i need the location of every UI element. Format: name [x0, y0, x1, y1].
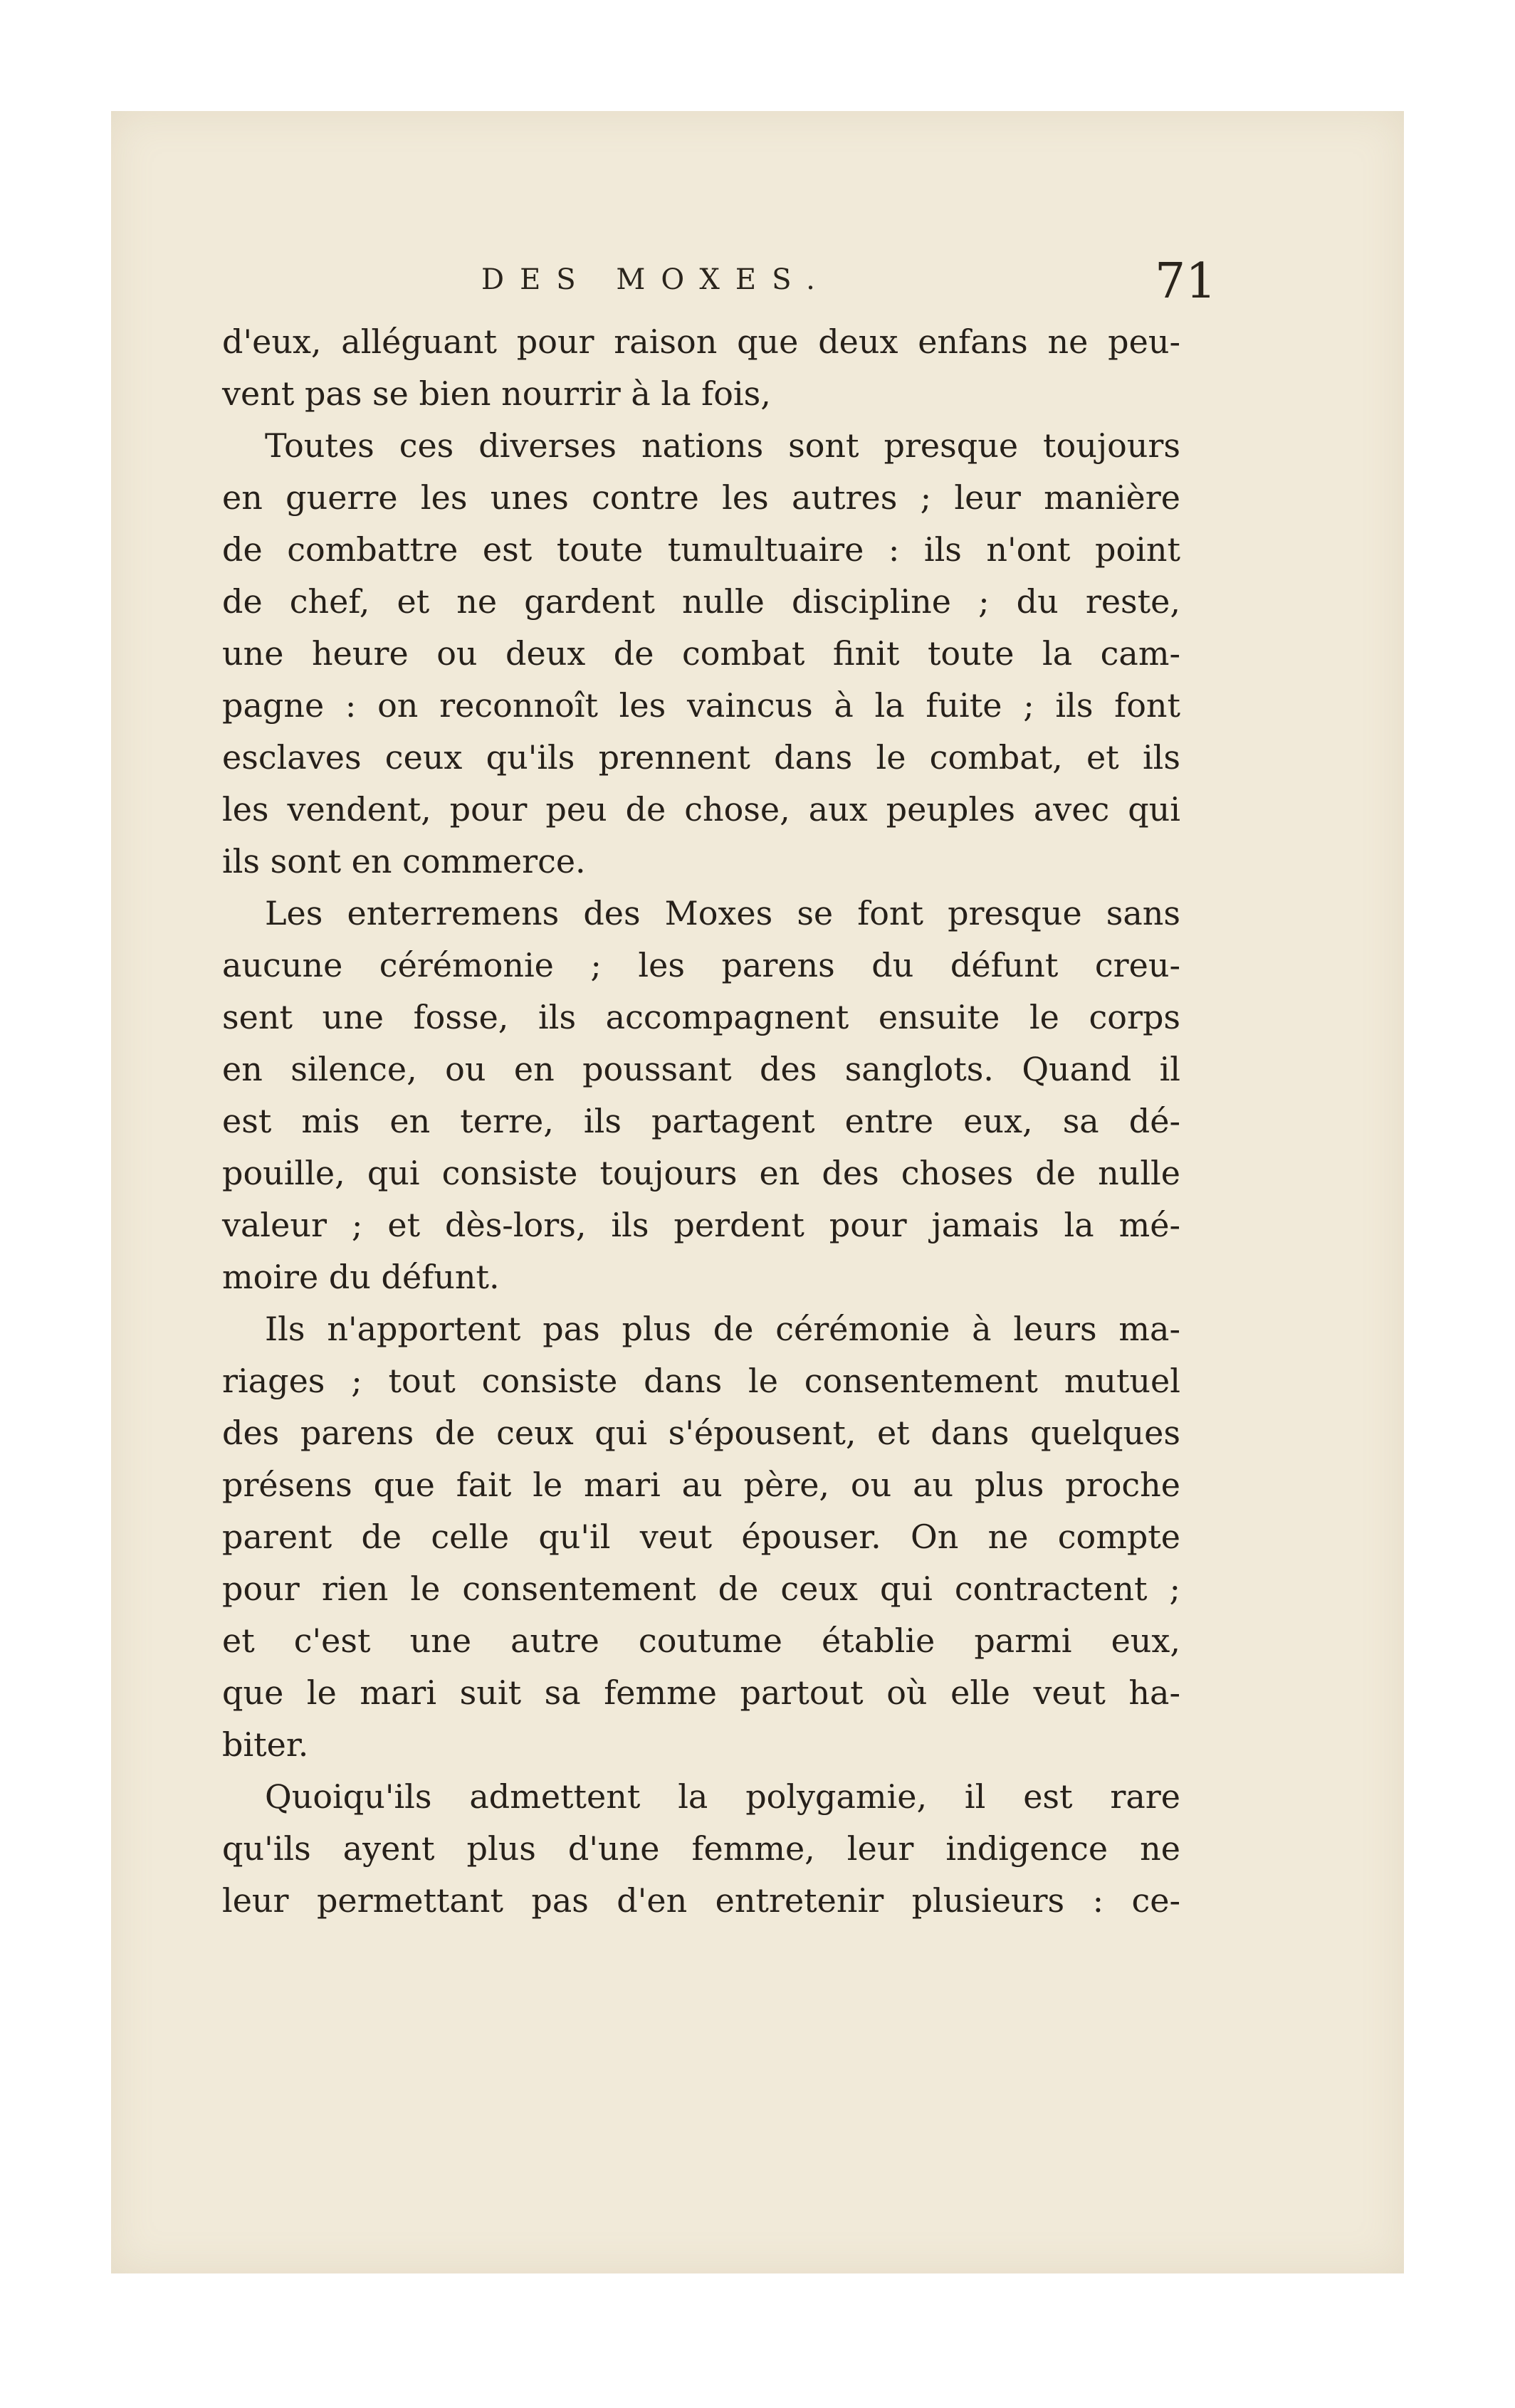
text-line: vent pas se bien nourrir à la fois,: [222, 374, 771, 413]
text-line: que le mari suit sa femme partout où elle veut ha-: [222, 1673, 1180, 1712]
body-text: [222, 316, 1180, 1927]
page-number: 71: [1155, 253, 1217, 310]
book-page: [111, 111, 1404, 2273]
text-line: leur permettant pas d'en entretenir plusieurs : ce-: [222, 1881, 1180, 1920]
running-head: [111, 253, 1404, 310]
text-line: en silence, ou en poussant des sanglots. Quand il: [222, 1050, 1180, 1088]
text-line: pour rien le consentement de ceux qui contractent ;: [222, 1570, 1180, 1608]
text-line: présens que fait le mari au père, ou au plus proche: [222, 1466, 1180, 1504]
text-line: les vendent, pour peu de chose, aux peuples avec qui: [222, 790, 1180, 829]
text-line: et c'est une autre coutume établie parmi eux,: [222, 1621, 1180, 1660]
running-title: DES MOXES.: [481, 263, 831, 296]
text-line: aucune cérémonie ; les parens du défunt creu-: [222, 946, 1180, 984]
text-line: ils sont en commerce.: [222, 842, 586, 880]
text-line: qu'ils ayent plus d'une femme, leur indigence ne: [222, 1829, 1180, 1868]
paragraph-first-line: Quoiqu'ils admettent la polygamie, il est rare: [265, 1777, 1180, 1816]
text-line: une heure ou deux de combat finit toute la cam-: [222, 634, 1180, 673]
text-line: sent une fosse, ils accompagnent ensuite le corps: [222, 998, 1180, 1036]
text-line: pouille, qui consiste toujours en des choses de nulle: [222, 1154, 1180, 1192]
text-line: de chef, et ne gardent nulle discipline ; du reste,: [222, 582, 1180, 621]
text-line: est mis en terre, ils partagent entre eux, sa dé-: [222, 1102, 1180, 1140]
paragraph-first-line: Toutes ces diverses nations sont presque toujours: [265, 426, 1180, 465]
text-line: pagne : on reconnoît les vaincus à la fuite ; ils font: [222, 686, 1180, 725]
text-line: valeur ; et dès-lors, ils perdent pour jamais la mé-: [222, 1206, 1180, 1244]
text-line: de combattre est toute tumultuaire : ils n'ont point: [222, 530, 1180, 569]
text-line: parent de celle qu'il veut épouser. On ne compte: [222, 1518, 1180, 1556]
text-line: des parens de ceux qui s'épousent, et dans quelques: [222, 1414, 1180, 1452]
paragraph-first-line: Les enterremens des Moxes se font presque sans: [265, 894, 1180, 932]
text-line: esclaves ceux qu'ils prennent dans le combat, et ils: [222, 738, 1180, 777]
paragraph-first-line: Ils n'apportent pas plus de cérémonie à leurs ma-: [265, 1310, 1180, 1348]
text-line: moire du défunt.: [222, 1258, 500, 1296]
text-line: biter.: [222, 1725, 309, 1764]
text-line: d'eux, alléguant pour raison que deux enfans ne peu-: [222, 322, 1180, 361]
text-line: riages ; tout consiste dans le consentement mutuel: [222, 1362, 1180, 1400]
text-line: en guerre les unes contre les autres ; leur manière: [222, 478, 1180, 517]
